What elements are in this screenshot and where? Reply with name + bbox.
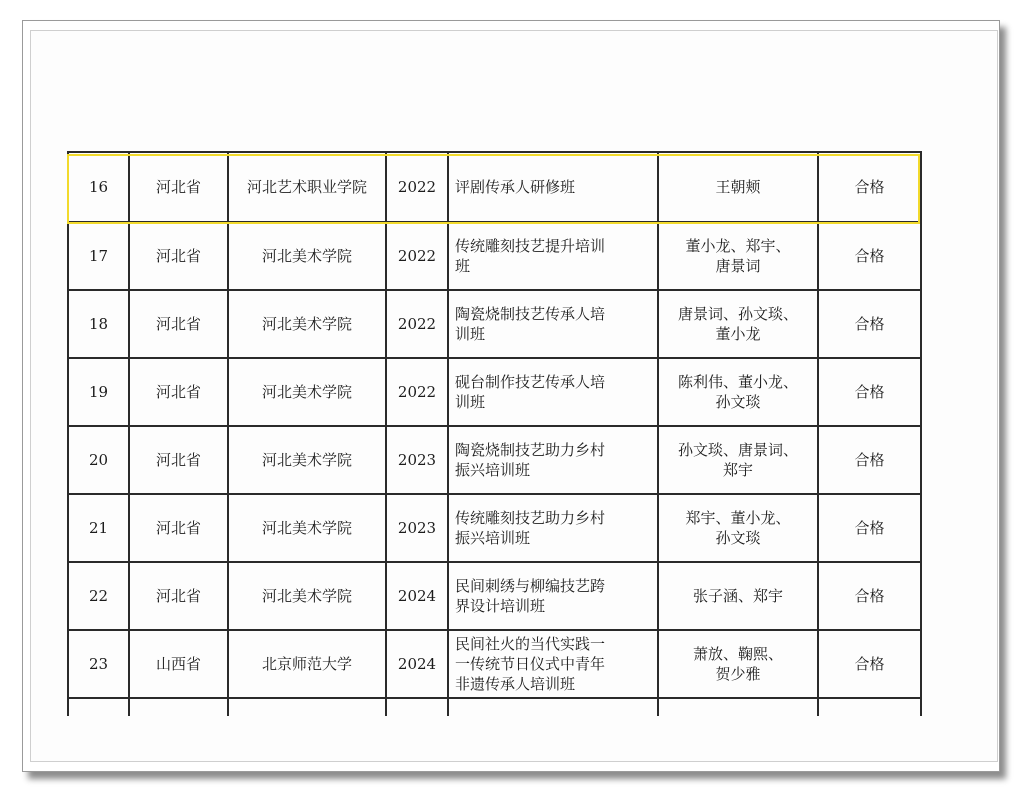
province-cell: 河北省 <box>129 426 228 494</box>
province-cell: 河北省 <box>129 494 228 562</box>
row-number: 20 <box>68 426 129 494</box>
course-cell: 评剧传承人研修班 <box>448 152 658 222</box>
year-cell: 2024 <box>386 630 448 698</box>
course-cell <box>448 358 658 426</box>
scanned-page <box>30 30 998 762</box>
team-cell: 王朝颊 <box>658 152 818 222</box>
team-line: 郑宇 <box>722 461 753 479</box>
row-number: 23 <box>68 630 129 698</box>
province-cell: 河北省 <box>129 290 228 358</box>
empty-cell <box>228 698 386 716</box>
course-line: 界设计培训班 <box>455 597 546 615</box>
course-cell <box>448 426 658 494</box>
team-line: 董小龙 <box>715 325 761 343</box>
result-cell: 合格 <box>818 630 921 698</box>
result-cell: 合格 <box>818 494 921 562</box>
result-cell: 合格 <box>818 358 921 426</box>
table-row[interactable] <box>68 494 921 562</box>
result-cell: 合格 <box>818 562 921 630</box>
empty-cell <box>386 698 448 716</box>
course-cell <box>448 630 658 698</box>
table-row[interactable] <box>68 358 921 426</box>
team-line: 孙文琰、唐景词、 <box>677 441 798 459</box>
team-line: 孙文琰 <box>715 529 761 547</box>
course-line: 训班 <box>455 325 486 343</box>
course-line: 民间刺绣与柳编技艺跨 <box>455 577 606 595</box>
table-row-partial <box>68 698 921 716</box>
course-cell <box>448 290 658 358</box>
team-cell <box>658 222 818 290</box>
year-cell: 2022 <box>386 358 448 426</box>
team-cell: 张子涵、郑宇 <box>658 562 818 630</box>
team-line: 萧放、鞠熙、 <box>692 645 783 663</box>
province-cell: 河北省 <box>129 358 228 426</box>
course-cell <box>448 222 658 290</box>
course-line: 陶瓷烧制技艺传承人培 <box>455 305 606 323</box>
course-cell <box>448 562 658 630</box>
institution-cell: 河北美术学院 <box>228 290 386 358</box>
team-cell <box>658 358 818 426</box>
row-number: 19 <box>68 358 129 426</box>
team-line: 贺少雅 <box>715 665 761 683</box>
course-line: 训班 <box>455 393 486 411</box>
course-line: 传统雕刻技艺提升培训 <box>455 237 606 255</box>
row-number: 17 <box>68 222 129 290</box>
result-cell: 合格 <box>818 290 921 358</box>
course-line: 振兴培训班 <box>455 529 531 547</box>
course-line: 砚台制作技艺传承人培 <box>455 373 606 391</box>
row-number: 16 <box>68 152 129 222</box>
institution-cell: 河北美术学院 <box>228 426 386 494</box>
result-cell: 合格 <box>818 222 921 290</box>
team-line: 郑宇、董小龙、 <box>685 509 791 527</box>
team-line: 唐景词、孙文琰、 <box>677 305 798 323</box>
table-row[interactable] <box>68 222 921 290</box>
institution-cell: 河北艺术职业学院 <box>228 152 386 222</box>
team-cell <box>658 426 818 494</box>
institution-cell: 河北美术学院 <box>228 358 386 426</box>
year-cell: 2024 <box>386 562 448 630</box>
course-line: 民间社火的当代实践一 <box>455 635 606 653</box>
course-line: 非遗传承人培训班 <box>455 675 576 693</box>
year-cell: 2022 <box>386 152 448 222</box>
empty-cell <box>448 698 658 716</box>
course-line: 传统雕刻技艺助力乡村 <box>455 509 606 527</box>
province-cell: 河北省 <box>129 152 228 222</box>
row-number: 18 <box>68 290 129 358</box>
table-row[interactable] <box>68 290 921 358</box>
course-line: 振兴培训班 <box>455 461 531 479</box>
row-number: 21 <box>68 494 129 562</box>
empty-cell <box>818 698 921 716</box>
team-line: 陈利伟、董小龙、 <box>677 373 798 391</box>
row-number: 22 <box>68 562 129 630</box>
team-cell <box>658 630 818 698</box>
course-line: 班 <box>455 257 471 275</box>
table-row[interactable] <box>68 562 921 630</box>
province-cell: 河北省 <box>129 222 228 290</box>
team-cell <box>658 494 818 562</box>
team-line: 董小龙、郑宇、 <box>685 237 791 255</box>
team-line: 唐景词 <box>715 257 761 275</box>
result-cell: 合格 <box>818 152 921 222</box>
institution-cell: 河北美术学院 <box>228 222 386 290</box>
table-row[interactable] <box>68 630 921 698</box>
year-cell: 2023 <box>386 494 448 562</box>
table-row[interactable] <box>68 152 921 222</box>
institution-cell: 北京师范大学 <box>228 630 386 698</box>
empty-cell <box>68 698 129 716</box>
year-cell: 2022 <box>386 222 448 290</box>
year-cell: 2023 <box>386 426 448 494</box>
table-row[interactable] <box>68 426 921 494</box>
year-cell: 2022 <box>386 290 448 358</box>
institution-cell: 河北美术学院 <box>228 562 386 630</box>
province-cell: 河北省 <box>129 562 228 630</box>
empty-cell <box>658 698 818 716</box>
course-cell <box>448 494 658 562</box>
institution-cell: 河北美术学院 <box>228 494 386 562</box>
course-line: 陶瓷烧制技艺助力乡村 <box>455 441 606 459</box>
team-cell <box>658 290 818 358</box>
course-line: 一传统节日仪式中青年 <box>455 655 606 673</box>
province-cell: 山西省 <box>129 630 228 698</box>
empty-cell <box>129 698 228 716</box>
project-results-table <box>67 151 922 716</box>
result-cell: 合格 <box>818 426 921 494</box>
team-line: 孙文琰 <box>715 393 761 411</box>
